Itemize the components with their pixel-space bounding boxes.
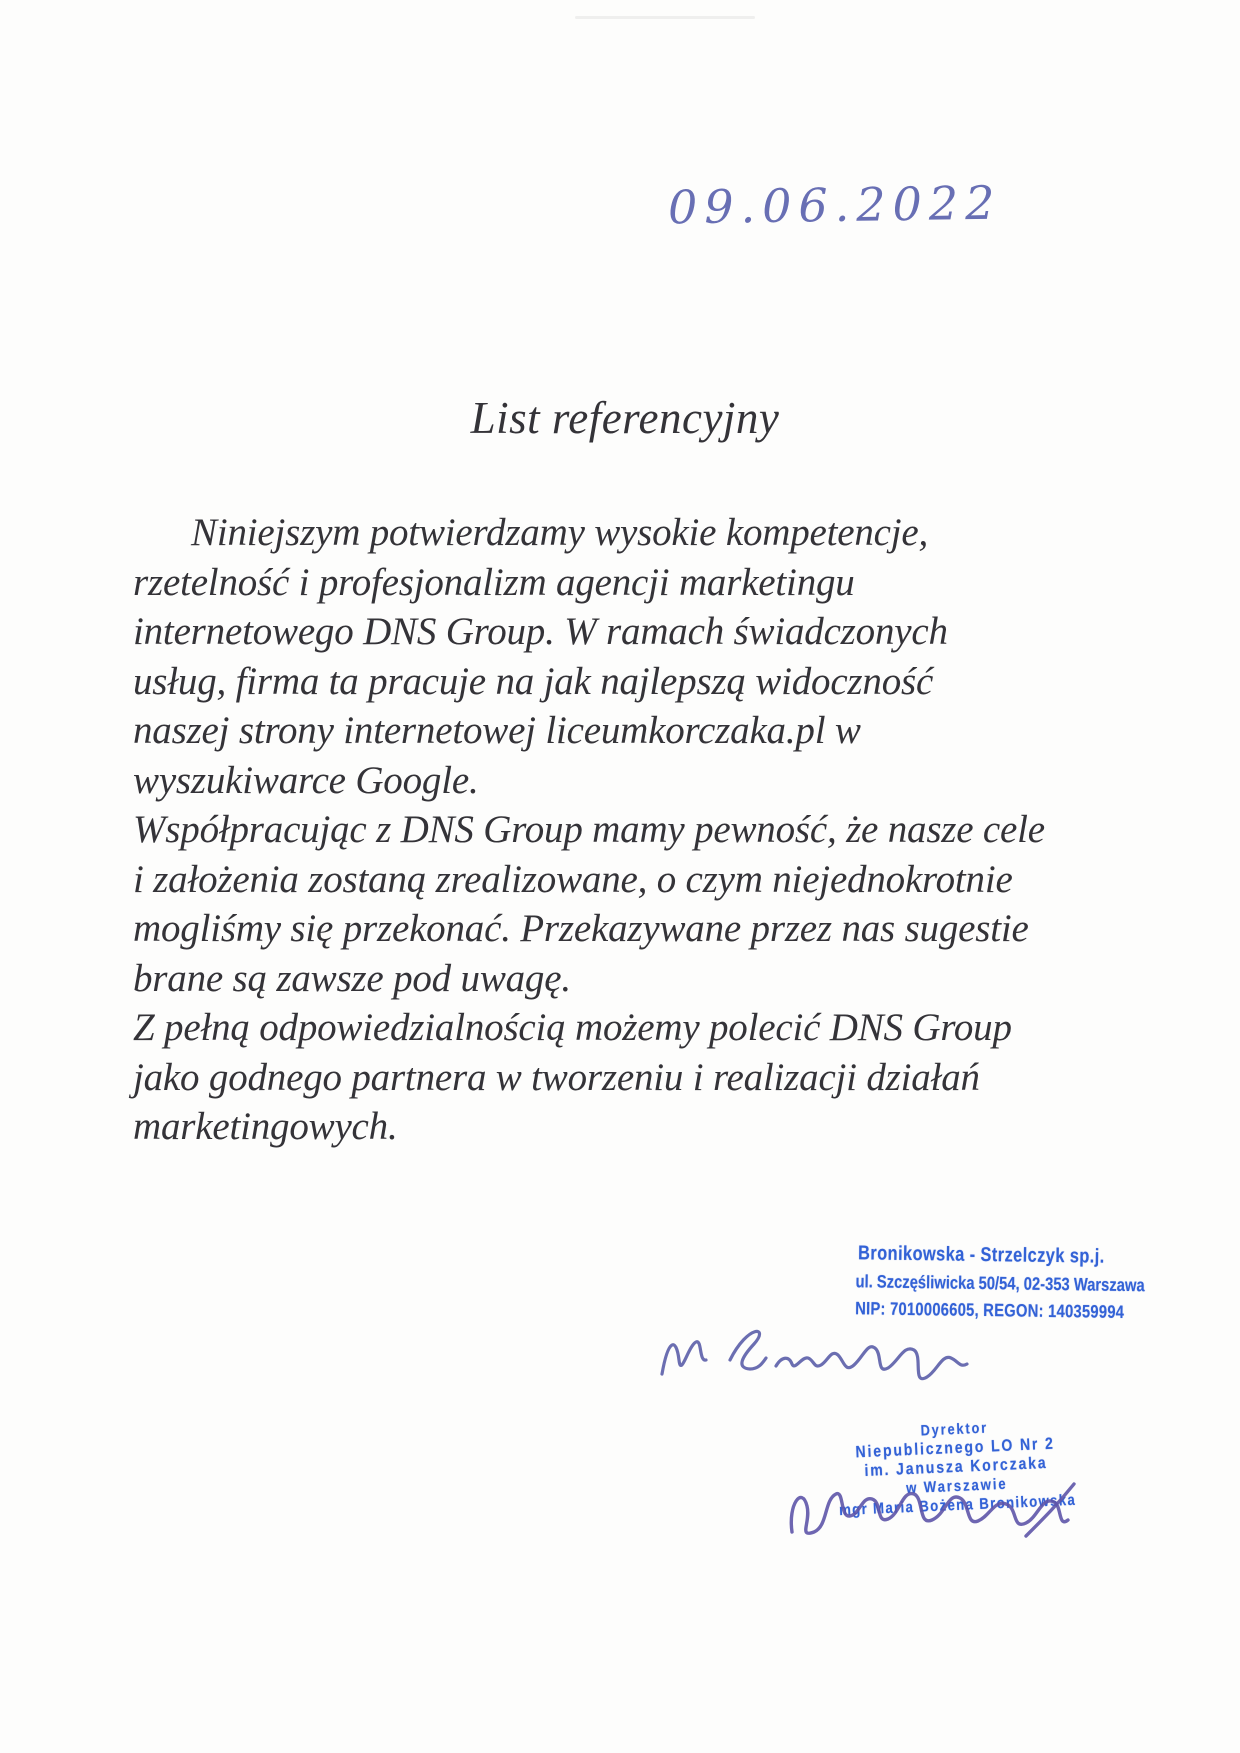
handwritten-date: 09.06.2022 bbox=[667, 175, 1002, 235]
body-line: brane są zawsze pod uwagę. bbox=[133, 956, 571, 1000]
signature-stroke bbox=[791, 1494, 1068, 1534]
director-stamp-signer: mgr Maria Bożena Bronikowska bbox=[838, 1491, 1077, 1520]
body-line: rzetelność i profesjonalizm agencji marketingu bbox=[133, 560, 855, 604]
handwritten-signature-scribble bbox=[642, 1316, 977, 1408]
signature-stroke bbox=[776, 1347, 967, 1379]
company-stamp-ids: NIP: 7010006605, REGON: 140359994 bbox=[855, 1298, 1125, 1323]
body-line: Z pełną odpowiedzialnością możemy polecić DNS Group bbox=[133, 1006, 1012, 1049]
body-line: i założenia zostaną zrealizowane, o czym niejednokrotnie bbox=[133, 857, 1013, 901]
body-line: usług, firma ta pracuje na jak najlepszą widoczność bbox=[133, 659, 934, 703]
body-line: naszej strony internetowej liceumkorczaka.pl w bbox=[133, 709, 861, 752]
signature-stroke bbox=[1026, 1484, 1074, 1536]
body-line: mogliśmy się przekonać. Przekazywane przez nas sugestie bbox=[133, 907, 1029, 950]
letter-title: List referencyjny bbox=[470, 393, 780, 443]
body-line: Współpracując z DNS Group mamy pewność, że nasze cele bbox=[133, 808, 1045, 851]
signature-stroke bbox=[730, 1331, 766, 1369]
director-stamp-school2: im. Janusza Korczaka bbox=[864, 1454, 1048, 1480]
body-line: jako godnego partnera w tworzeniu i realizacji działań bbox=[133, 1055, 980, 1099]
director-stamp-school1: Niepublicznego LO Nr 2 bbox=[855, 1434, 1056, 1462]
signature-stroke bbox=[662, 1342, 706, 1374]
body-line: Niniejszym potwierdzamy wysokie kompetencje, bbox=[191, 511, 929, 554]
body-line: internetowego DNS Group. W ramach świadczonych bbox=[133, 610, 948, 653]
body-line: marketingowych. bbox=[133, 1105, 398, 1148]
body-line: wyszukiwarce Google. bbox=[133, 758, 479, 802]
letter-body bbox=[133, 508, 1163, 1152]
company-stamp-name: Bronikowska - Strzelczyk sp.j. bbox=[857, 1242, 1105, 1268]
company-stamp-address: ul. Szczęśliwicka 50/54, 02-353 Warszawa bbox=[855, 1270, 1145, 1295]
director-signature-scribble bbox=[778, 1472, 1083, 1554]
director-stamp-city: w Warszawie bbox=[905, 1475, 1008, 1498]
scan-artifact bbox=[575, 16, 755, 19]
company-stamp bbox=[827, 1240, 1145, 1327]
director-stamp-role: Dyrektor bbox=[920, 1419, 989, 1440]
